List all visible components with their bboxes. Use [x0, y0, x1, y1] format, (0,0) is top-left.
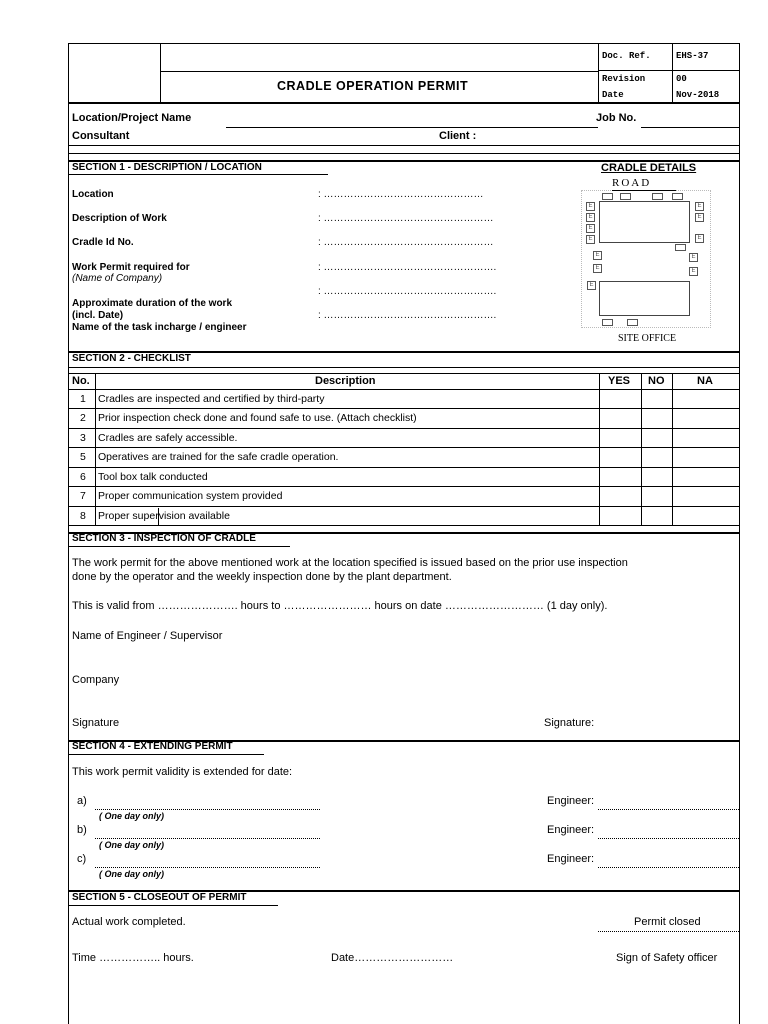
location-value[interactable]: : ………………………………………… [318, 189, 484, 200]
section-1-title: SECTION 1 - DESCRIPTION / LOCATION [72, 162, 262, 173]
engineer-field[interactable] [598, 809, 739, 810]
revision-label: Revision [602, 74, 646, 84]
cradle-id-value[interactable]: : …………………………………………… [318, 237, 494, 248]
incl-date-label: (incl. Date) [72, 310, 124, 321]
row-no: 1 [80, 393, 86, 405]
page-title: CRADLE OPERATION PERMIT [277, 79, 469, 93]
row-desc: Operatives are trained for the safe cradle operation. [98, 451, 339, 463]
col-yes: YES [608, 375, 631, 387]
job-no-label: Job No. [596, 112, 637, 124]
item-letter: b) [77, 824, 87, 836]
description-value[interactable]: : …………………………………………… [318, 213, 494, 224]
consultant-label: Consultant [72, 130, 130, 142]
work-permit-label: Work Permit required for [72, 262, 190, 273]
revision-value: 00 [676, 74, 687, 84]
building-block-top [599, 201, 690, 243]
work-permit-value[interactable]: : ……………………………………………. [318, 262, 497, 273]
one-day-note: ( One day only) [99, 840, 165, 850]
location-label: Location [72, 189, 114, 200]
duration-value[interactable]: : ……………………………………………. [318, 310, 497, 321]
duration-label: Approximate duration of the work [72, 298, 233, 309]
one-day-note: ( One day only) [99, 869, 165, 879]
building-block-bottom [599, 281, 690, 316]
extension-date-field[interactable] [95, 838, 320, 839]
date-field[interactable]: Date……………………… [331, 952, 454, 964]
company-label: Company [72, 674, 120, 686]
engineer-label: Engineer: [547, 853, 595, 865]
doc-ref-label: Doc. Ref. [602, 51, 651, 61]
client-label: Client : [439, 130, 477, 142]
engineer-supervisor-label: Name of Engineer / Supervisor [72, 630, 223, 642]
signature-right-label: Signature: [544, 717, 595, 729]
permit-closed-label: Permit closed [634, 916, 701, 928]
col-no-answer: NO [648, 375, 665, 387]
cradle-id-label: Cradle Id No. [72, 237, 134, 248]
row-desc: Cradles are safely accessible. [98, 432, 238, 444]
section-5-title: SECTION 5 - CLOSEOUT OF PERMIT [72, 892, 247, 903]
location-project-label: Location/Project Name [72, 112, 192, 124]
engineer-field[interactable] [598, 838, 739, 839]
date-label: Date [602, 90, 624, 100]
row-desc: Proper supervision available [98, 510, 230, 522]
row-no: 5 [80, 451, 86, 463]
row-no: 3 [80, 432, 86, 444]
col-no: No. [72, 375, 90, 387]
section-2-title: SECTION 2 - CHECKLIST [72, 353, 191, 364]
site-office-label: SITE OFFICE [618, 333, 677, 344]
one-day-note: ( One day only) [99, 811, 165, 821]
date-value: Nov-2018 [676, 90, 720, 100]
section-3-para-line-2: done by the operator and the weekly inspection done by the plant department. [72, 571, 452, 583]
row-no: 6 [80, 471, 86, 483]
frame-right [739, 43, 740, 1024]
time-field[interactable]: Time …………….. hours. [72, 952, 194, 964]
row-desc: Prior inspection check done and found safe to use. (Attach checklist) [98, 412, 417, 424]
extension-intro: This work permit validity is extended for date: [72, 766, 293, 778]
engineer-field[interactable] [598, 867, 739, 868]
item-letter: a) [77, 795, 87, 807]
sign-safety-officer-label: Sign of Safety officer [616, 952, 718, 964]
frame-top [68, 43, 739, 44]
row-no: 8 [80, 510, 86, 522]
job-no-field[interactable] [641, 127, 739, 128]
section-3-title: SECTION 3 - INSPECTION OF CRADLE [72, 533, 256, 544]
row-desc: Tool box talk conducted [98, 471, 208, 483]
road-label: ROAD [612, 177, 652, 189]
permit-closed-field[interactable] [598, 931, 739, 932]
cradle-details-title: CRADLE DETAILS [601, 162, 697, 174]
col-na: NA [697, 375, 713, 387]
location-project-field[interactable] [226, 127, 598, 128]
row-desc: Proper communication system provided [98, 490, 283, 502]
validity-line[interactable]: This is valid from …………………. hours to …………………… hours on date ……………………… (1 day only). [72, 600, 608, 612]
extension-date-field[interactable] [95, 809, 320, 810]
actual-work-completed: Actual work completed. [72, 916, 186, 928]
col-description: Description [315, 375, 376, 387]
engineer-label: Engineer: [547, 824, 595, 836]
section-3-para-line-1: The work permit for the above mentioned work at the location specified is issued based on the prior use inspection [72, 557, 628, 569]
extension-date-field[interactable] [95, 867, 320, 868]
section-4-title: SECTION 4 - EXTENDING PERMIT [72, 741, 233, 752]
company-name-label: (Name of Company) [72, 273, 163, 284]
description-label: Description of Work [72, 213, 167, 224]
task-incharge-label: Name of the task incharge / engineer [72, 322, 247, 333]
doc-ref-value: EHS-37 [676, 51, 709, 61]
company-name-value[interactable]: : ……………………………………………. [318, 286, 497, 297]
row-no: 7 [80, 490, 86, 502]
row-desc: Cradles are inspected and certified by third-party [98, 393, 325, 405]
signature-left-label: Signature [72, 717, 120, 729]
item-letter: c) [77, 853, 87, 865]
row-no: 2 [80, 412, 86, 424]
engineer-label: Engineer: [547, 795, 595, 807]
